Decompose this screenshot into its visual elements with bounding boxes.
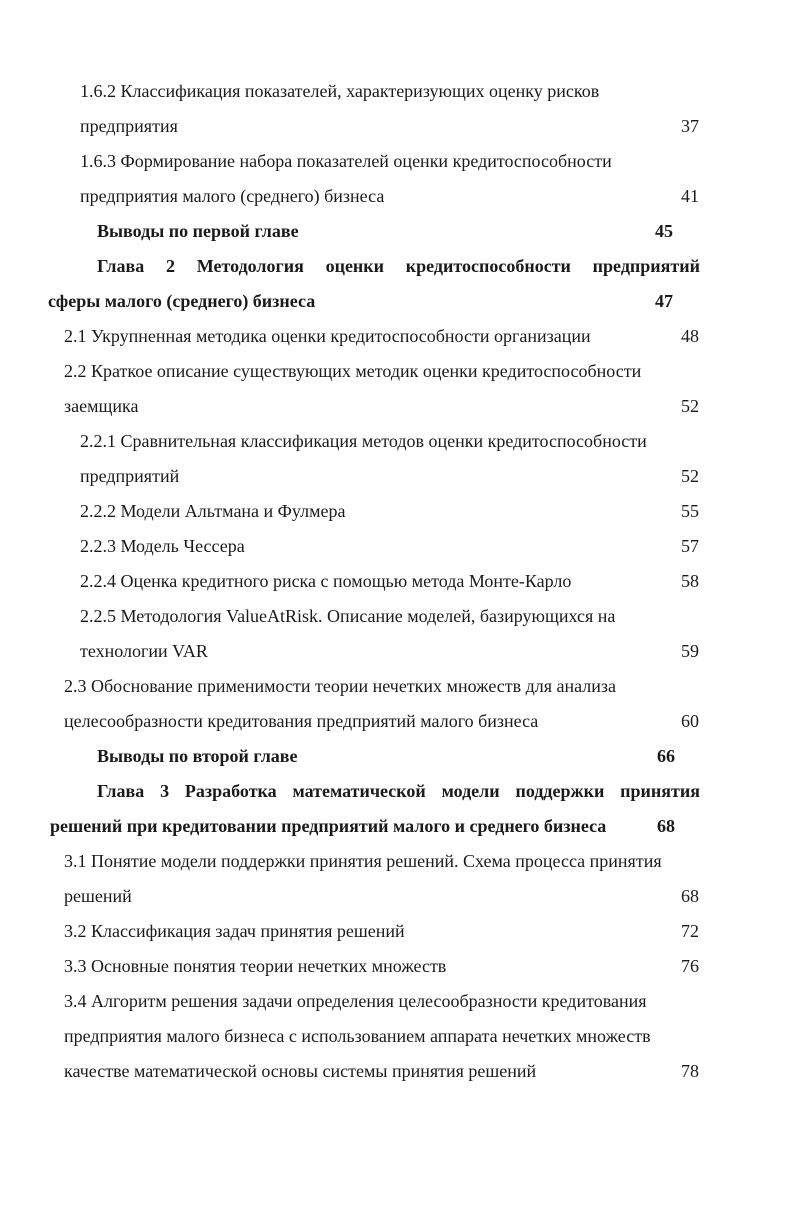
toc-entry-3-4-line1: 3.4 Алгоритм решения задачи определения целесообразности кредитования bbox=[64, 991, 647, 1011]
toc-entry-2-2-3: 2.2.3 Модель Чессера bbox=[80, 536, 245, 556]
toc-entry-1-6-2-line1: 1.6.2 Классификация показателей, характеризующих оценку рисков bbox=[80, 81, 600, 101]
toc-entry-3-1-line2: решений bbox=[64, 886, 132, 906]
toc-entry-2-2-line2: заемщика bbox=[64, 396, 139, 416]
toc-entry-2-2-2-page: 55 bbox=[681, 501, 699, 521]
toc-entry-3-3: 3.3 Основные понятия теории нечетких множеств bbox=[64, 956, 447, 976]
toc-entry-3-4-line2: предприятия малого бизнеса с использованием аппарата нечетких множеств bbox=[64, 1026, 651, 1046]
toc-entry-2-2-4: 2.2.4 Оценка кредитного риска с помощью метода Монте-Карло bbox=[80, 571, 572, 591]
toc-entry-2-2-3-page: 57 bbox=[681, 536, 699, 556]
toc-entry-1-6-2-line2: предприятия bbox=[80, 116, 178, 136]
toc-entry-3-1-page: 68 bbox=[681, 886, 699, 906]
toc-entry-2-1: 2.1 Укрупненная методика оценки кредитоспособности организации bbox=[64, 326, 591, 346]
toc-entry-1-6-2-page: 37 bbox=[681, 116, 699, 136]
toc-entry-3-4-page: 78 bbox=[681, 1061, 699, 1081]
toc-entry-chapter-3-line2: решений при кредитовании предприятий малого и среднего бизнеса bbox=[50, 816, 607, 836]
toc-entry-conclusions-2-page: 66 bbox=[657, 746, 675, 766]
toc-entry-2-2-page: 52 bbox=[681, 396, 699, 416]
toc-entry-2-2-5-line2: технологии VAR bbox=[80, 641, 208, 661]
toc-entry-2-2-line1: 2.2 Краткое описание существующих методик оценки кредитоспособности bbox=[64, 361, 642, 381]
toc-entry-2-3-line1: 2.3 Обоснование применимости теории нечетких множеств для анализа bbox=[64, 676, 617, 696]
toc-entry-2-2-5-page: 59 bbox=[681, 641, 699, 661]
toc-entry-chapter-3-line1: Глава 3 Разработка математической модели поддержки принятия bbox=[97, 781, 700, 801]
toc-entry-chapter-2-page: 47 bbox=[655, 291, 673, 311]
toc-entry-3-2: 3.2 Классификация задач принятия решений bbox=[64, 921, 405, 941]
toc-entry-conclusions-2: Выводы по второй главе bbox=[97, 746, 298, 766]
toc-entry-2-2-1-line1: 2.2.1 Сравнительная классификация методов оценки кредитоспособности bbox=[80, 431, 647, 451]
toc-entry-2-2-1-line2: предприятий bbox=[80, 466, 180, 486]
toc-entry-2-2-2: 2.2.2 Модели Альтмана и Фулмера bbox=[80, 501, 346, 521]
toc-entry-1-6-3-line2: предприятия малого (среднего) бизнеса bbox=[80, 186, 385, 206]
toc-entry-conclusions-1-page: 45 bbox=[655, 221, 673, 241]
toc-entry-conclusions-1: Выводы по первой главе bbox=[97, 221, 299, 241]
toc-entry-2-2-4-page: 58 bbox=[681, 571, 699, 591]
toc-entry-3-3-page: 76 bbox=[681, 956, 699, 976]
toc-entry-chapter-3-page: 68 bbox=[657, 816, 675, 836]
toc-entry-1-6-3-line1: 1.6.3 Формирование набора показателей оценки кредитоспособности bbox=[80, 151, 612, 171]
toc-entry-3-4-line3: качестве математической основы системы принятия решений bbox=[64, 1061, 537, 1081]
toc-entry-2-2-5-line1: 2.2.5 Методология ValueAtRisk. Описание моделей, базирующихся на bbox=[80, 606, 616, 626]
toc-entry-2-3-page: 60 bbox=[681, 711, 699, 731]
toc-entry-chapter-2-line2: сферы малого (среднего) бизнеса bbox=[48, 291, 316, 311]
toc-entry-3-2-page: 72 bbox=[681, 921, 699, 941]
toc-entry-1-6-3-page: 41 bbox=[681, 186, 699, 206]
toc-entry-3-1-line1: 3.1 Понятие модели поддержки принятия решений. Схема процесса принятия bbox=[64, 851, 662, 871]
toc-entry-2-1-page: 48 bbox=[681, 326, 699, 346]
toc-entry-2-2-1-page: 52 bbox=[681, 466, 699, 486]
toc-entry-2-3-line2: целесообразности кредитования предприятий малого бизнеса bbox=[64, 711, 539, 731]
toc-entry-chapter-2-line1: Глава 2 Методология оценки кредитоспособности предприятий bbox=[97, 256, 700, 276]
